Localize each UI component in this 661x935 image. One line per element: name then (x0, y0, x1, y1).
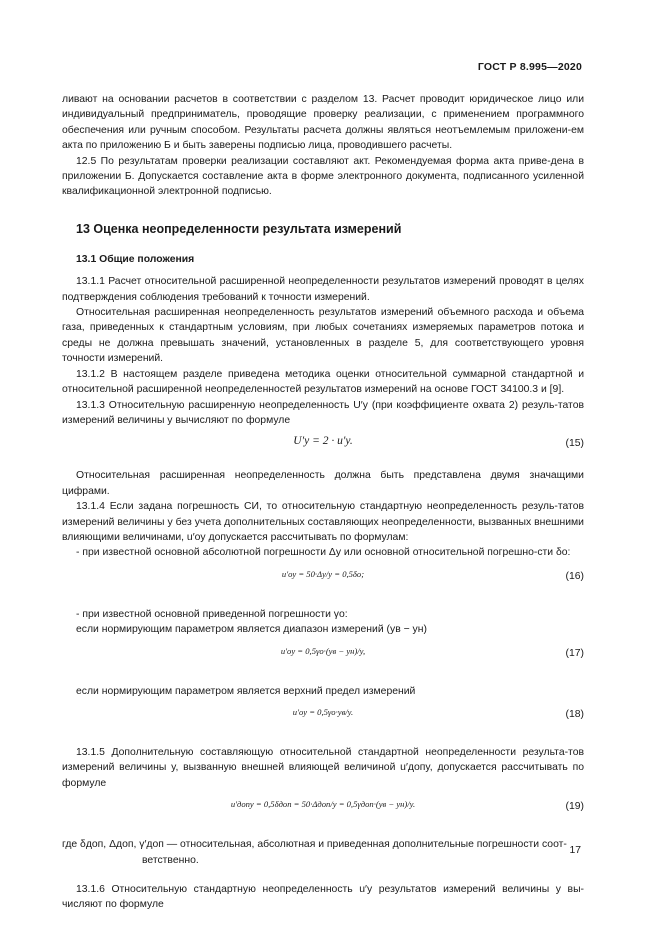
bullet-upper-limit-normalizing: если нормирующим параметром является верхний предел измерений (76, 685, 416, 697)
formula-19 (62, 797, 584, 823)
bullet-absolute-error: - при известной основной абсолютной погрешности Δy или основной относительной погрешно-сти δo: (76, 547, 571, 559)
bullet-range-normalizing: если нормирующим параметром является диапазон измерений (yв − yн) (76, 624, 427, 636)
formula-15 (62, 434, 584, 454)
formula-17 (62, 644, 584, 670)
paragraph-13-1-4: 13.1.4 Если задана погрешность СИ, то относительную стандартную неопределенность резуль-татов измерений величины y без учета дополнительных составляющих неопределенности, вызванных внешними влияющими величинами, u′oy допускается рассчитывать по формулам: (62, 501, 584, 543)
paragraph-13-1-1: 13.1.1 Расчет относительной расширенной неопределенности результатов измерений проводят в целях подтверждения соблюдения требований к точности измерений. (62, 276, 584, 303)
paragraph-13-1-6: 13.1.6 Относительную стандартную неопределенность u′y результатов измерений величины y вы-числяют по формуле (62, 884, 584, 911)
formula-17-expression: u′oy = 0,5γo·(yв − yн)/y, (280, 645, 366, 656)
bullet-reduced-error: - при известной основной приведенной погрешности γo: (76, 608, 348, 620)
formula-18-expression: u′oy = 0,5γo·yв/y. (292, 706, 354, 717)
page-content (62, 92, 584, 913)
paragraph-13-1-1-b: Относительная расширенная неопределенность результатов измерений объемного расхода и объема газа, приведенных к стандартным условиям, при любых сочетаниях измеряемых параметров потока и среды не должна превышать значений, установленных в разделе 5, для соответствующего уровня точности измерений. (62, 307, 584, 365)
formula-16-number: (16) (565, 570, 584, 582)
formula-19-number: (19) (565, 801, 584, 813)
formula-19-expression: u′допy = 0,5δдоп = 50·Δдоп/y = 0,5γдоп·(yв − yн)/y. (230, 799, 416, 810)
formula-16 (62, 567, 584, 593)
subsection-title: 13.1 Общие положения (76, 253, 195, 265)
formula-15-number: (15) (565, 438, 584, 450)
formula-18-number: (18) (565, 708, 584, 720)
standard-code: ГОСТ Р 8.995—2020 (477, 61, 582, 73)
formula-18 (62, 705, 584, 731)
section-title: 13 Оценка неопределенности результата измерений (76, 221, 402, 236)
where-clause: где δдоп, Δдоп, γ′доп — относительная, абсолютная и приведенная дополнительные погрешности соот- (62, 839, 567, 851)
formula-15-expression: U′y = 2 · u′y. (293, 435, 353, 448)
paragraph-13-1-3-b: Относительная расширенная неопределенность должна быть представлена двумя значащими цифрами. (62, 470, 584, 497)
formula-17-number: (17) (565, 647, 584, 659)
page-number: 17 (569, 845, 581, 856)
formula-16-expression: u′oy = 50·Δy/y = 0,5δo; (281, 568, 365, 579)
paragraph-continuation: ливают на основании расчетов в соответствии с разделом 13. Расчет проводит юридическое лицо или индивидуальный предприниматель, проводящие проверку реализации, с применением программного обеспечения или ручным способом. Результаты расчета должны являться неотъемлемым приложени-ем акта по приложению Б и быть заверены подписью лица, проводившего расчеты. (62, 94, 584, 152)
paragraph-12-5: 12.5 По результатам проверки реализации составляют акт. Рекомендуемая форма акта приве-дена в приложении Б. Допускается составление акта в форме электронного документа, подписанного усиленной квалификационной электронной подписью. (62, 155, 584, 198)
paragraph-13-1-2: 13.1.2 В настоящем разделе приведена методика оценки относительной суммарной стандартной и относительной расширенной неопределенностей результатов измерений на основе ГОСТ 34100.3 и [9]. (62, 368, 584, 396)
paragraph-13-1-3: 13.1.3 Относительную расширенную неопределенность U′y (при коэффициенте охвата 2) резуль-татов измерений величины y вычисляют по формуле (62, 399, 584, 426)
where-clause-continuation: ветственно. (142, 854, 199, 866)
paragraph-13-1-5: 13.1.5 Дополнительную составляющую относительной стандартной неопределенности результа-тов измерений величины y, вызванную внешней влияющей величиной u′допy, допускается рассчитывать по формуле (62, 746, 584, 789)
